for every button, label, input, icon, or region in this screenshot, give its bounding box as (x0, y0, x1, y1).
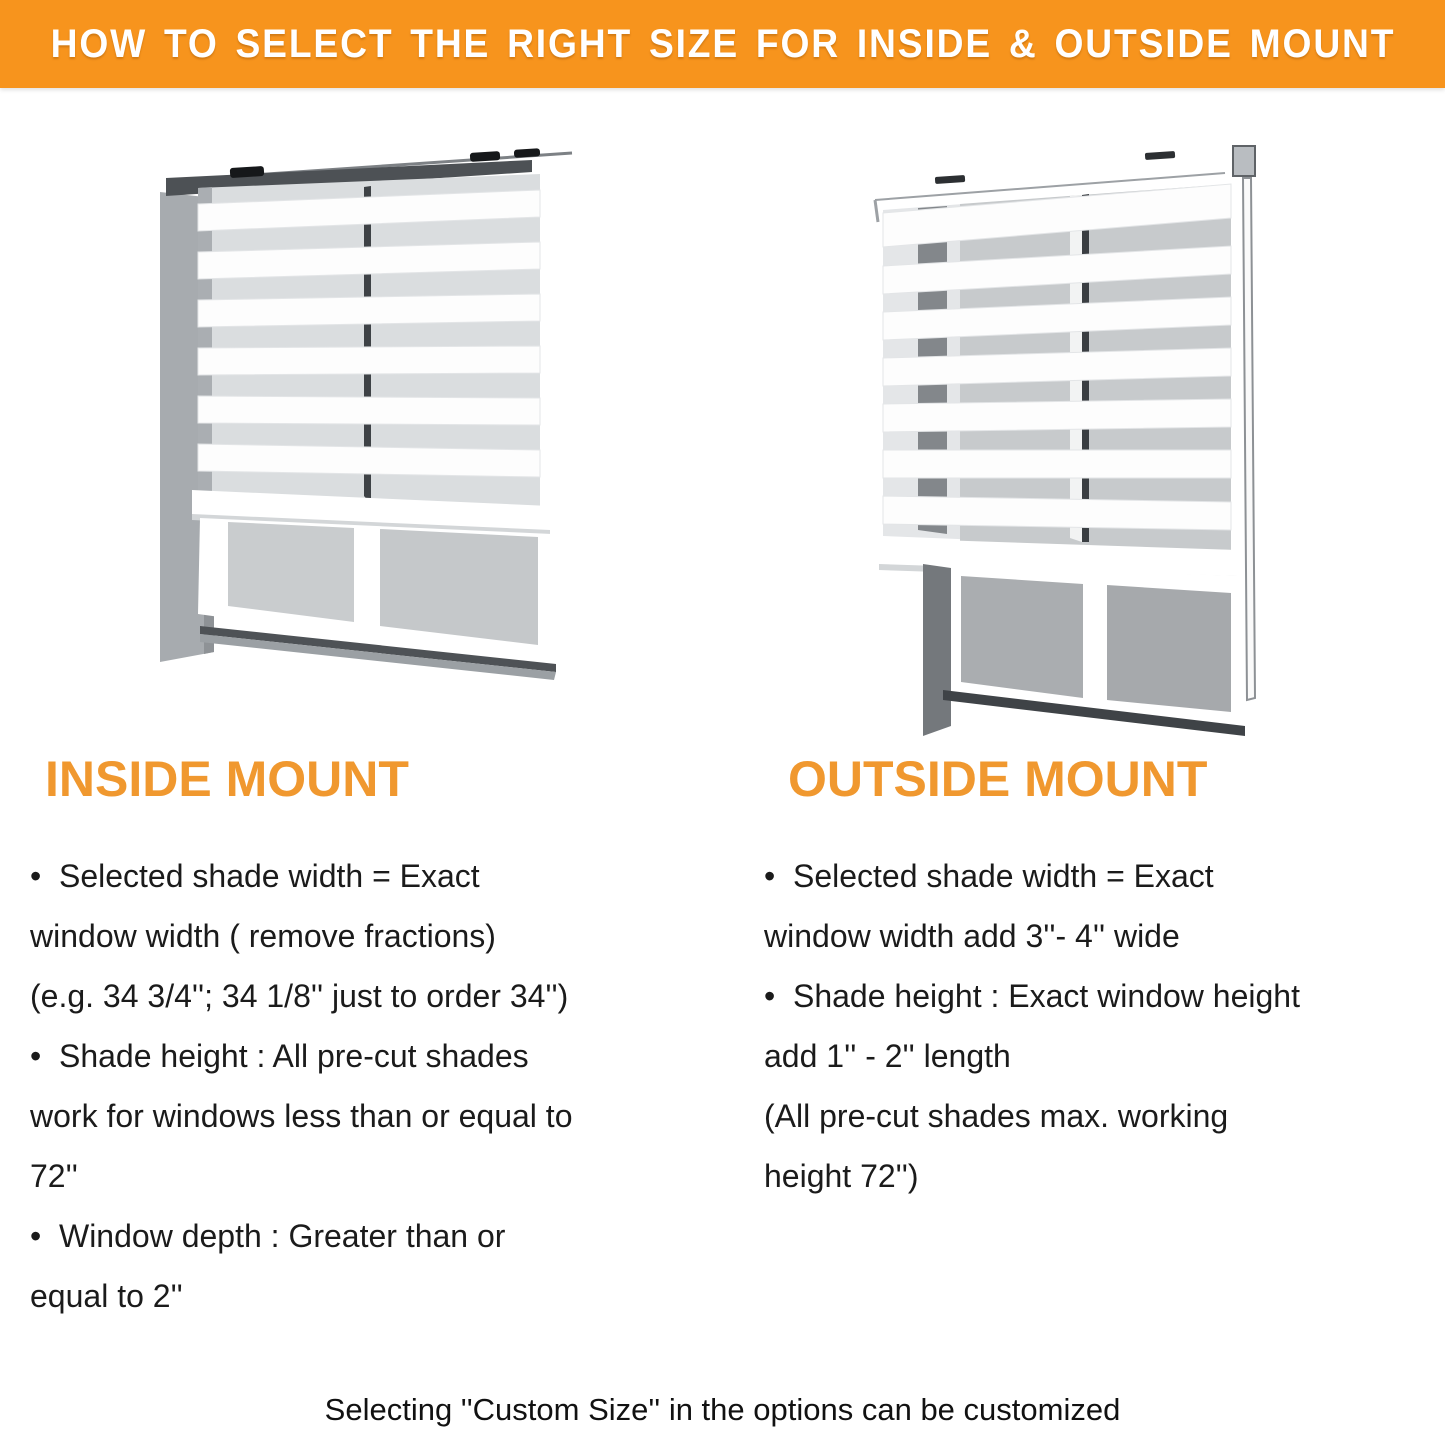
outside-bullet-line: add 1'' - 2'' length (764, 1038, 1011, 1074)
outside-mount-section (764, 846, 1434, 1206)
outside-bullet-line: height 72'') (764, 1158, 919, 1194)
inside-bullet-line: 72'' (30, 1158, 78, 1194)
banner-title: HOW TO SELECT THE RIGHT SIZE FOR INSIDE & OUTSIDE MOUNT (50, 21, 1395, 66)
banner (0, 0, 1445, 88)
window-glass (198, 518, 560, 680)
inside-bullet-line: window width ( remove fractions) (30, 918, 496, 954)
inside-mount-section (30, 846, 740, 1326)
inside-bullet-line: work for windows less than or equal to (30, 1098, 573, 1134)
inside-mount-window-illustration (140, 140, 600, 730)
inside-bullet-line: • Selected shade width = Exact (30, 858, 480, 894)
inside-bullet-line: (e.g. 34 3/4''; 34 1/8'' just to order 34'') (30, 978, 569, 1014)
outside-bullet-line: window width add 3''- 4'' wide (764, 918, 1180, 954)
custom-size-note: Selecting ''Custom Size'' in the options can be customized (324, 1392, 1121, 1427)
inside-bullet-line: equal to 2'' (30, 1278, 183, 1314)
outside-bullet-line: • Shade height : Exact window height (764, 978, 1300, 1014)
outside-mount-window-illustration (855, 140, 1285, 750)
inside-bullet-line: • Window depth : Greater than or (30, 1218, 506, 1254)
window-glass (923, 564, 1247, 736)
inside-bullet-line: • Shade height : All pre-cut shades (30, 1038, 529, 1074)
inside-mount-heading: INSIDE MOUNT (45, 751, 409, 807)
outside-mount-heading: OUTSIDE MOUNT (788, 751, 1208, 807)
outside-bullet-line: • Selected shade width = Exact (764, 858, 1214, 894)
outside-bullet-line: (All pre-cut shades max. working (764, 1098, 1229, 1134)
